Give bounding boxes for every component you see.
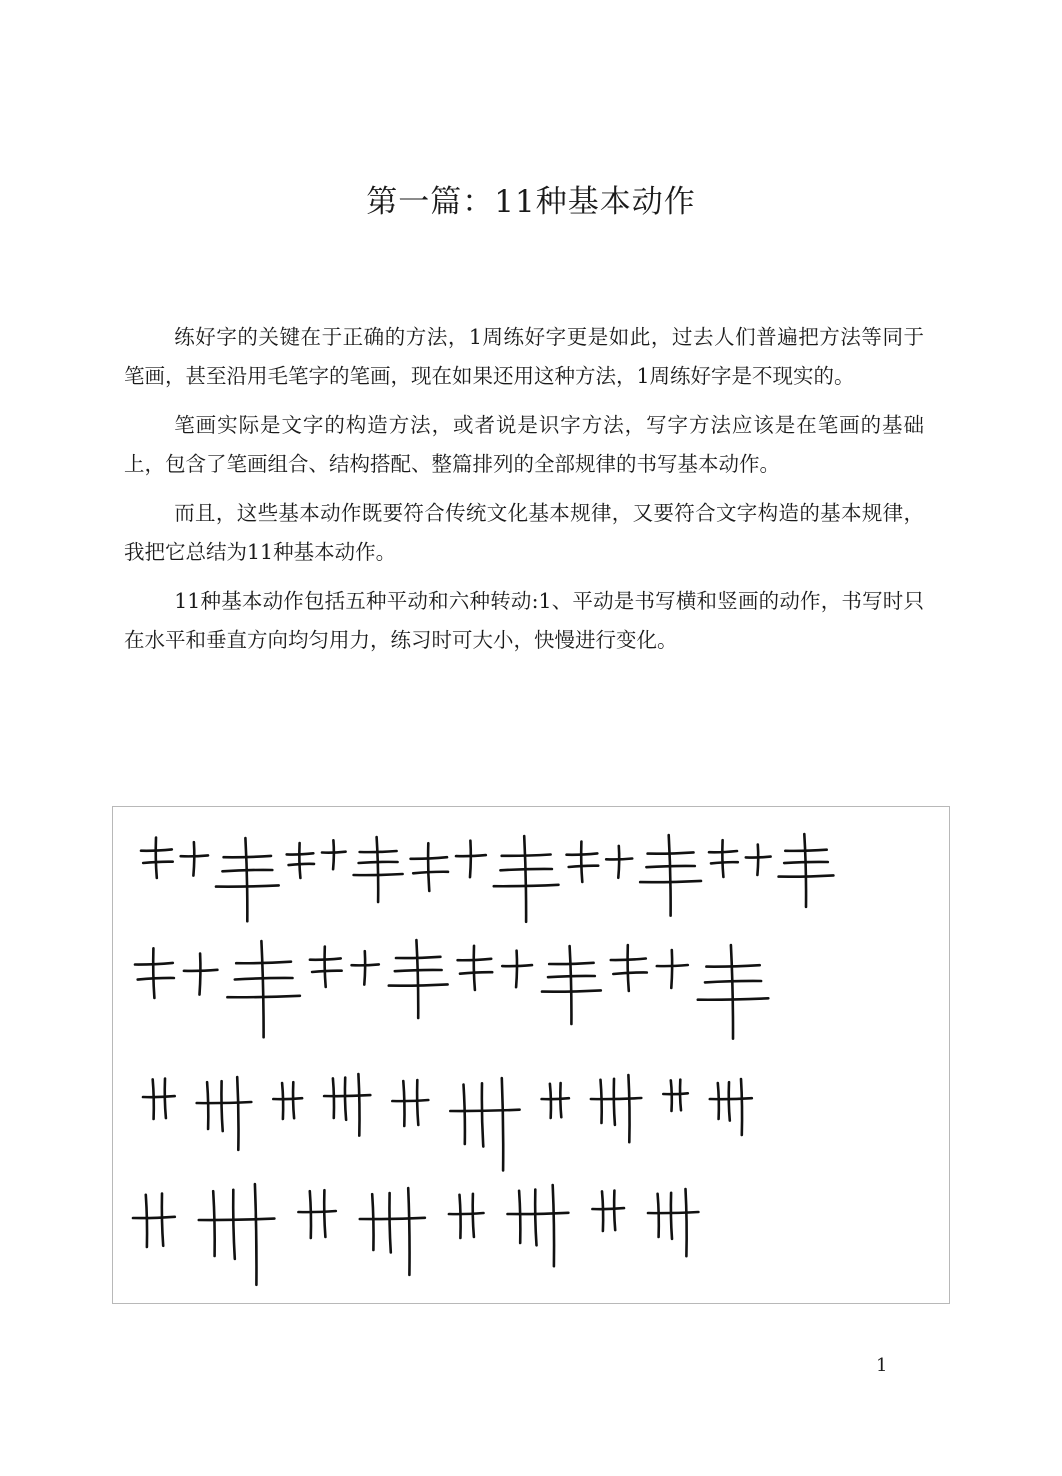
pen-stroke [592, 1208, 624, 1209]
pen-stroke [413, 872, 448, 874]
pen-stroke [591, 1098, 641, 1099]
pen-stroke [519, 1191, 520, 1243]
pen-stroke [403, 1081, 404, 1126]
practice-glyph-plus [184, 954, 218, 995]
practice-glyph-plus [502, 951, 532, 988]
handwriting-practice-svg [113, 807, 949, 1303]
pen-stroke [669, 835, 671, 916]
pen-stroke [156, 838, 157, 879]
practice-glyph-two [392, 1080, 428, 1126]
pen-stroke [602, 1191, 603, 1231]
practice-glyph-two [143, 1079, 175, 1120]
pen-stroke [416, 940, 418, 1018]
pen-stroke [372, 1194, 373, 1250]
pen-stroke [663, 1093, 688, 1094]
practice-glyph-feng [354, 837, 403, 902]
practice-glyph-feng [542, 946, 601, 1024]
paragraph: 而且，这些基本动作既要符合传统文化基本规律，又要符合文字构造的基本规律，我把它总结为11种基本动作。 [124, 501, 924, 564]
pen-stroke [133, 1217, 175, 1218]
pen-stroke [199, 1219, 275, 1220]
practice-glyph-plus [746, 845, 771, 875]
pen-stroke [333, 1078, 334, 1118]
pen-stroke [581, 842, 582, 883]
pen-stroke [535, 1190, 536, 1246]
pen-stroke [464, 1085, 465, 1144]
pen-stroke [508, 1213, 569, 1214]
pen-stroke [153, 1079, 154, 1119]
pen-stroke [614, 1079, 615, 1125]
practice-glyph-tu [135, 948, 174, 998]
pen-stroke [502, 1078, 503, 1170]
pen-stroke [550, 1084, 551, 1118]
pen-stroke [450, 1110, 519, 1111]
pen-stroke [345, 1078, 346, 1120]
practice-glyph-three [648, 1189, 698, 1256]
pen-stroke [542, 1098, 569, 1099]
pen-stroke [613, 972, 647, 974]
practice-glyph-feng [494, 836, 559, 922]
pen-stroke [722, 840, 723, 877]
pen-stroke [470, 841, 471, 878]
pen-stroke [237, 1077, 238, 1150]
practice-glyph-two [449, 1194, 484, 1238]
paragraph: 11种基本动作包括五种平动和六种转动:1、平动是书写横和竖画的动作，书写时只在水平和垂直方向均匀用力，练习时可大小，快慢进行变化。 [124, 589, 924, 652]
practice-glyph-tu [141, 838, 173, 879]
practice-glyph-three [710, 1079, 752, 1135]
pen-stroke [377, 837, 379, 902]
pen-stroke [143, 1096, 175, 1097]
pen-stroke [671, 1193, 672, 1239]
pen-stroke [255, 1184, 257, 1285]
page-title: 第一篇：11种基本动作 [366, 184, 696, 220]
pen-stroke [324, 1095, 370, 1096]
pen-stroke [358, 1074, 359, 1136]
practice-glyph-feng [227, 941, 300, 1037]
practice-glyph-plus [606, 846, 632, 878]
pen-stroke [389, 1193, 390, 1253]
practice-glyph-feng [640, 835, 701, 916]
practice-glyph-tu [709, 840, 738, 877]
practice-glyph-tu [611, 945, 647, 991]
practice-glyph-plus [456, 841, 486, 878]
practice-glyph-two [663, 1080, 688, 1111]
practice-glyph-two [133, 1194, 175, 1247]
pen-stroke [138, 978, 174, 980]
pen-stroke [671, 950, 672, 988]
pen-stroke [333, 840, 334, 869]
pen-stroke [618, 846, 619, 878]
practice-glyph-three [360, 1188, 425, 1275]
pen-stroke [628, 1075, 629, 1142]
pen-stroke [601, 1080, 602, 1123]
pen-stroke [207, 1082, 208, 1129]
practice-glyph-tu [458, 946, 493, 990]
pen-stroke [273, 1098, 302, 1099]
pen-stroke [473, 1194, 474, 1237]
pen-stroke [325, 947, 326, 988]
pen-stroke [711, 862, 738, 863]
pen-stroke [731, 945, 733, 1039]
pen-stroke [193, 842, 194, 875]
pen-stroke [360, 1218, 425, 1219]
practice-glyph-three [324, 1074, 370, 1136]
practice-glyph-two [298, 1190, 335, 1238]
pen-stroke [686, 1189, 687, 1256]
pen-stroke [628, 945, 629, 991]
page-number: 1 [876, 1355, 888, 1376]
pen-stroke [162, 1194, 163, 1246]
practice-glyph-three [197, 1077, 252, 1150]
practice-glyph-tu [567, 842, 599, 883]
practice-glyph-two [542, 1083, 569, 1118]
practice-glyph-tu [310, 947, 342, 988]
pen-stroke [298, 1211, 335, 1212]
pen-stroke [648, 1212, 698, 1213]
practice-glyph-tu [287, 843, 314, 878]
pen-stroke [299, 843, 300, 878]
pen-stroke [245, 838, 247, 921]
pen-stroke [460, 1195, 461, 1238]
pen-stroke [310, 1191, 311, 1238]
pen-stroke [143, 862, 173, 863]
practice-glyph-feng [389, 940, 448, 1018]
pen-stroke [449, 1213, 484, 1214]
pen-stroke [197, 1102, 252, 1103]
practice-glyph-feng [698, 945, 769, 1039]
pen-stroke [428, 843, 429, 891]
pen-stroke [482, 1083, 483, 1146]
practice-glyph-three [508, 1185, 569, 1266]
pen-stroke [165, 1079, 166, 1119]
handwriting-practice-image [112, 806, 950, 1304]
pen-stroke [146, 1195, 147, 1247]
practice-glyph-three [450, 1078, 519, 1170]
pen-stroke [524, 836, 526, 922]
pen-stroke [560, 1083, 561, 1117]
practice-glyph-tu [411, 843, 448, 891]
pen-stroke [221, 1081, 222, 1131]
practice-glyph-two [273, 1082, 302, 1119]
pen-stroke [553, 1185, 554, 1266]
pen-stroke [460, 972, 492, 974]
pen-stroke [233, 1190, 235, 1259]
pen-stroke [680, 1080, 681, 1111]
pen-stroke [671, 1080, 672, 1111]
pen-stroke [474, 946, 475, 990]
practice-glyph-plus [322, 840, 346, 869]
practice-glyph-two [592, 1191, 624, 1232]
pen-stroke [213, 1191, 215, 1256]
practice-glyph-plus [352, 951, 379, 984]
pen-stroke [324, 1190, 325, 1237]
pen-stroke [658, 1194, 659, 1237]
paragraph: 笔画实际是文字的构造方法，或者说是识字方法，写字方法应该是在笔画的基础上，包含了笔画组合、结构搭配、整篇排列的全部规律的书写基本动作。 [124, 413, 924, 476]
pen-stroke [153, 948, 154, 998]
practice-glyph-plus [657, 950, 688, 988]
pen-stroke [570, 946, 572, 1024]
pen-stroke [289, 864, 314, 865]
practice-glyph-three [199, 1184, 275, 1285]
pen-stroke [392, 1100, 428, 1101]
pen-stroke [282, 1083, 283, 1119]
pen-stroke [293, 1082, 294, 1118]
body-text [124, 318, 924, 670]
pen-stroke [200, 954, 201, 995]
practice-glyph-plus [181, 842, 208, 875]
pen-stroke [261, 941, 263, 1037]
practice-glyph-three [591, 1075, 641, 1142]
practice-glyph-feng [779, 834, 834, 907]
pen-stroke [569, 866, 599, 867]
pen-stroke [757, 845, 758, 875]
pen-stroke [614, 1191, 615, 1231]
pen-stroke [804, 834, 806, 907]
pen-stroke [741, 1079, 742, 1135]
pen-stroke [729, 1082, 730, 1120]
pen-stroke [718, 1083, 719, 1119]
paragraph: 练好字的关键在于正确的方法，1周练好字更是如此，过去人们普遍把方法等同于笔画，甚至沿用毛笔字的笔画，现在如果还用这种方法，1周练好字是不现实的。 [124, 325, 924, 388]
pen-stroke [710, 1098, 752, 1099]
pen-stroke [417, 1080, 418, 1125]
pen-stroke [364, 951, 365, 984]
pen-stroke [408, 1188, 409, 1275]
pen-stroke [312, 971, 342, 972]
pen-stroke [516, 951, 517, 988]
practice-glyph-feng [216, 838, 279, 921]
